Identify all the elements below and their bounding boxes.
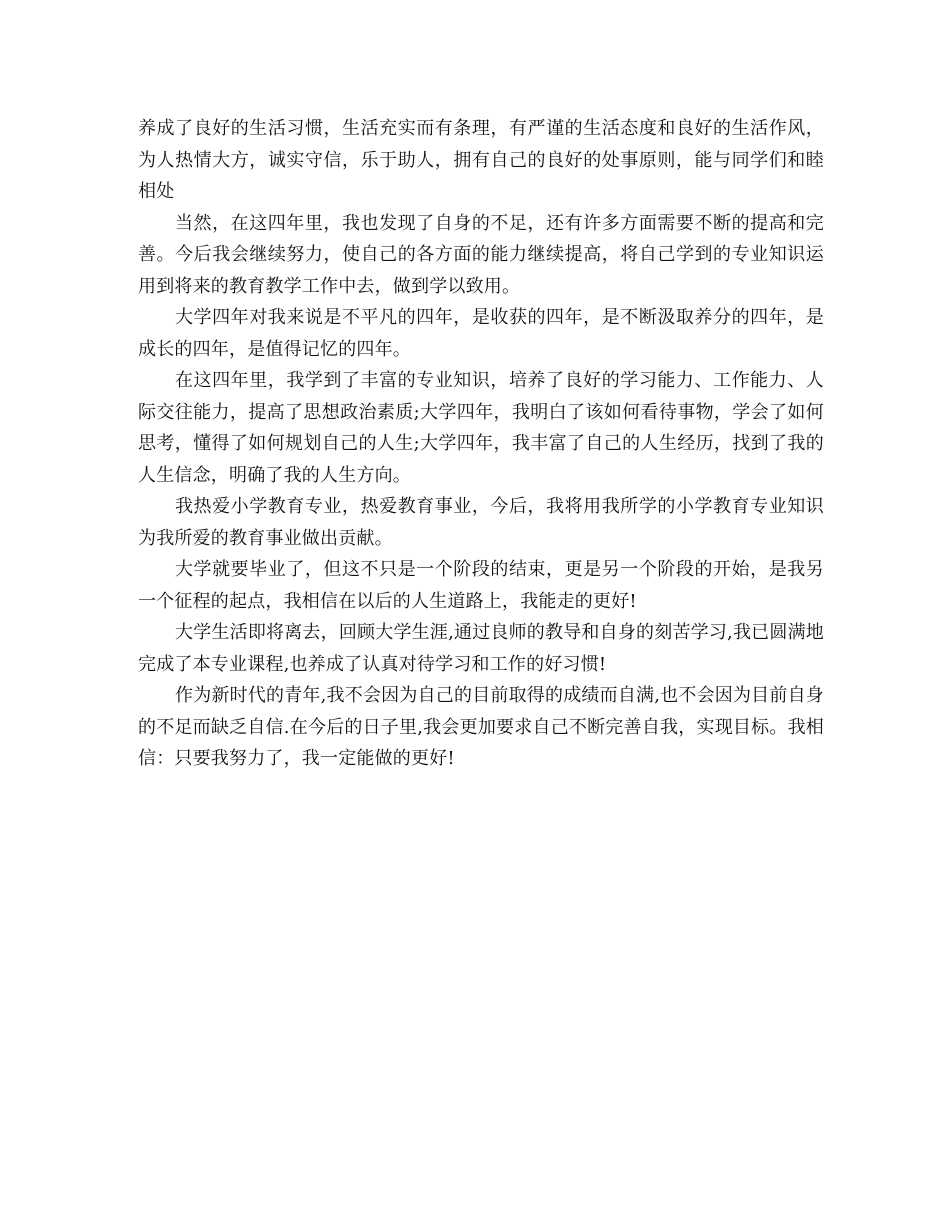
- paragraph-6: 大学就要毕业了，但这不只是一个阶段的结束，更是另一个阶段的开始，是我另一个征程的起点，我相信在以后的人生道路上，我能走的更好!: [138, 559, 824, 612]
- paragraph-2: 当然，在这四年里，我也发现了自身的不足，还有许多方面需要不断的提高和完善。今后我会继续努力，使自己的各方面的能力继续提高，将自己学到的专业知识运用到将来的教育教学工作中去，做到学以致用。: [138, 212, 824, 297]
- paragraph-3: 大学四年对我来说是不平凡的四年，是收获的四年，是不断汲取养分的四年，是成长的四年，是值得记忆的四年。: [138, 307, 824, 360]
- paragraph-4: 在这四年里，我学到了丰富的专业知识，培养了良好的学习能力、工作能力、人际交往能力，提高了思想政治素质;大学四年，我明白了该如何看待事物，学会了如何思考，懂得了如何规划自己的人生;大学四年，我丰富了自己的人生经历，找到了我的人生信念，明确了我的人生方向。: [138, 370, 824, 486]
- paragraph-8: 作为新时代的青年,我不会因为自己的目前取得的成绩而自满,也不会因为目前自身的不足而缺乏自信.在今后的日子里,我会更加要求自己不断完善自我，实现目标。我相信：只要我努力了，我一定能做的更好!: [138, 685, 824, 769]
- paragraph-7: 大学生活即将离去，回顾大学生涯,通过良师的教导和自身的刻苦学习,我已圆满地完成了本专业课程,也养成了认真对待学习和工作的好习惯!: [138, 622, 824, 675]
- paragraph-5: 我热爱小学教育专业，热爱教育事业，今后，我将用我所学的小学教育专业知识为我所爱的教育事业做出贡献。: [138, 496, 824, 549]
- document-body: [138, 113, 824, 775]
- paragraph-1: 养成了良好的生活习惯，生活充实而有条理，有严谨的生活态度和良好的生活作风，为人热情大方，诚实守信，乐于助人，拥有自己的良好的处事原则，能与同学们和睦相处: [138, 118, 824, 202]
